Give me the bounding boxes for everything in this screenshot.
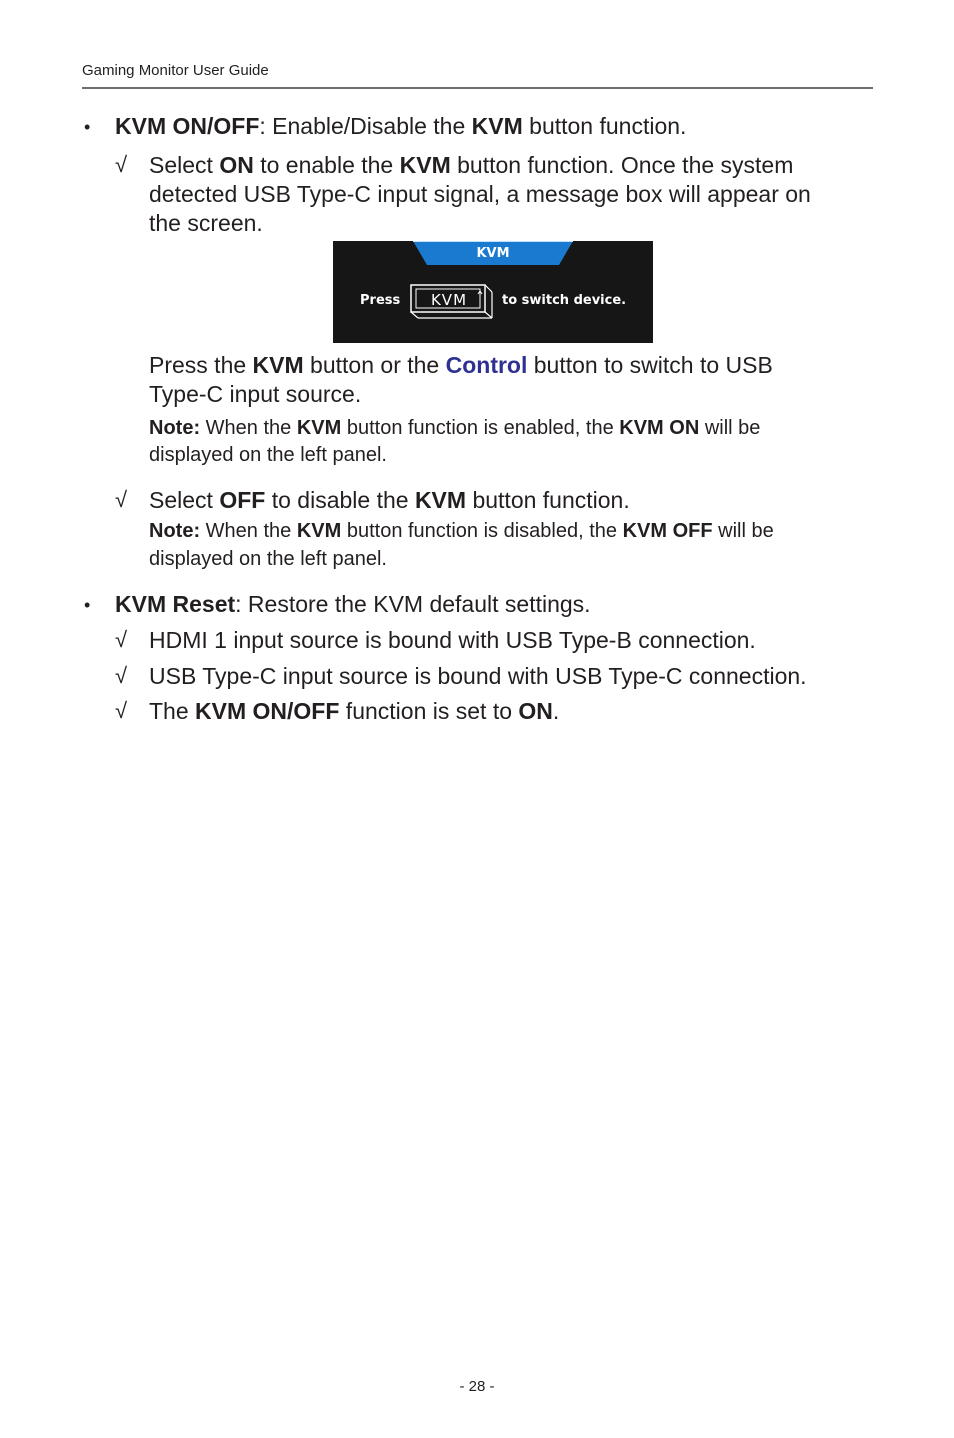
check-reset-3: √ (115, 698, 128, 723)
press-item-control: Control (445, 352, 528, 378)
off-item-off: OFF (219, 487, 266, 513)
osd-tab-label: KVM (476, 246, 510, 261)
note-off-status: KVM OFF (622, 520, 713, 542)
kvm-reset-item-3-p2: function is set to (339, 698, 519, 724)
kvm-onoff-text-1: : Enable/Disable the (259, 113, 472, 139)
press-item-line-1 (149, 351, 773, 380)
kvm-osd-message-box (333, 241, 653, 343)
kvm-reset-item-3-p1: The (149, 698, 196, 724)
note-off-line-1 (149, 517, 774, 545)
on-item-kvm: KVM (399, 152, 451, 178)
off-item-p1: Select (149, 487, 220, 513)
note-on-status: KVM ON (619, 417, 700, 439)
on-item-line-1 (149, 151, 793, 180)
kvm-reset-item-1: HDMI 1 input source is bound with USB Type-B connection. (149, 627, 756, 653)
check-reset-2: √ (115, 663, 128, 688)
note-on-p2: button function is enabled, the (341, 417, 620, 439)
on-item-p3: button function. Once the system (450, 152, 794, 178)
kvm-onoff-text-2: button function. (522, 113, 687, 139)
header-rule (82, 87, 873, 89)
kvm-reset-item-3-p3: . (552, 698, 560, 724)
kvm-onoff-kvm: KVM (471, 113, 523, 139)
off-item-kvm: KVM (414, 487, 467, 513)
kvm-reset-item-2: USB Type-C input source is bound with USB Type-C connection. (149, 663, 807, 689)
on-item-p1: Select (149, 152, 220, 178)
press-item-p2: button or the (303, 352, 446, 378)
kvm-onoff-heading (115, 112, 686, 141)
note-on-kvm: KVM (296, 417, 342, 439)
kvm-reset-heading (115, 590, 591, 619)
kvm-onoff-label: KVM ON/OFF (115, 113, 260, 139)
kvm-reset-text: : Restore the KVM default settings. (235, 591, 591, 617)
osd-after-text: to switch device. (502, 293, 627, 308)
kvm-reset-item-3 (149, 697, 559, 726)
note-on-line-2: displayed on the left panel. (149, 444, 387, 466)
note-on-p3: will be (699, 417, 761, 439)
note-off-line-2: displayed on the left panel. (149, 548, 387, 570)
press-item-p1: Press the (149, 352, 253, 378)
kvm-reset-label: KVM Reset (115, 591, 236, 617)
note-off-label: Note: (149, 520, 201, 542)
kvm-reset-item-3-label: KVM ON/OFF (195, 698, 340, 724)
off-item-line (149, 486, 630, 515)
check-off: √ (115, 487, 128, 512)
note-on-label: Note: (149, 417, 201, 439)
check-reset-1: √ (115, 627, 128, 652)
note-on-p1: When the (200, 417, 297, 439)
note-off-kvm: KVM (296, 520, 342, 542)
on-item-on: ON (219, 152, 254, 178)
press-item-p3: button to switch to USB (527, 352, 773, 378)
press-item-kvm: KVM (252, 352, 304, 378)
kvm-reset-item-3-on: ON (518, 698, 553, 724)
check-on: √ (115, 152, 128, 177)
press-item-line-2: Type-C input source. (149, 381, 362, 407)
off-item-p3: button function. (466, 487, 630, 513)
page-number: - 28 - (459, 1378, 495, 1395)
off-item-p2: to disable the (265, 487, 415, 513)
note-off-p3: will be (712, 520, 774, 542)
on-item-line-2: detected USB Type-C input signal, a message box will appear on (149, 181, 811, 207)
bullet-kvm-reset: • (84, 595, 91, 615)
note-off-p1: When the (200, 520, 297, 542)
note-on-line-1 (149, 414, 760, 442)
bullet-kvm-onoff: • (84, 117, 91, 137)
running-header: Gaming Monitor User Guide (82, 62, 269, 79)
osd-press-text: Press (360, 293, 401, 308)
on-item-p2: to enable the (253, 152, 400, 178)
note-off-p2: button function is disabled, the (341, 520, 623, 542)
osd-key-label: KVM (430, 291, 468, 309)
on-item-line-3: the screen. (149, 210, 263, 236)
